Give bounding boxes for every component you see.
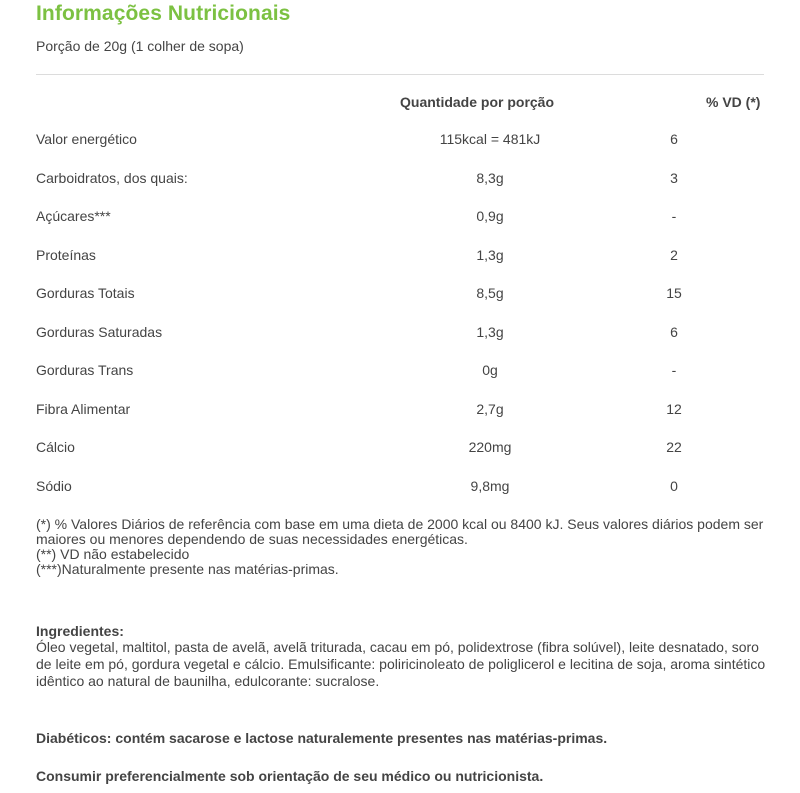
page-title: Informações Nutricionais [36, 2, 291, 25]
portion-size: Porção de 20g (1 colher de sopa) [36, 38, 244, 54]
table-row [0, 352, 800, 391]
nutrient-vd: 3 [670, 169, 678, 186]
nutrient-name: Valor energético [36, 131, 137, 147]
table-row [0, 391, 800, 430]
nutrient-quantity: 0,9g [476, 208, 504, 224]
nutrient-vd: 12 [666, 400, 682, 417]
nutrient-vd: - [671, 208, 677, 224]
nutrient-vd: 15 [666, 285, 682, 301]
diabetics-warning: Diabéticos: contém sacarose e lactose naturalemente presentes nas matérias-primas. [36, 730, 608, 746]
nutrient-name: Fibra Alimentar [36, 400, 131, 417]
nutrient-vd: 6 [670, 131, 678, 147]
footnote-vd-not-established: (**) VD não estabelecido [36, 546, 190, 562]
nutrient-vd: 6 [670, 323, 678, 340]
ingredients-heading: Ingredientes: [36, 623, 124, 639]
nutrient-name: Sódio [36, 477, 72, 494]
nutrient-quantity: 9,8mg [470, 477, 510, 494]
nutrient-name: Cálcio [36, 439, 75, 455]
footnotes [36, 517, 766, 577]
nutrient-quantity: 8,3g [476, 169, 504, 186]
column-header-vd: % VD (*) [706, 94, 761, 110]
nutrient-name: Carboidratos, dos quais: [36, 169, 188, 186]
nutrient-vd: 0 [670, 477, 678, 494]
nutrient-quantity: 220mg [468, 439, 512, 455]
table-row [0, 160, 800, 199]
nutrient-name: Gorduras Trans [36, 362, 134, 378]
nutrient-quantity: 8,5g [476, 285, 504, 301]
nutrient-quantity: 2,7g [476, 400, 504, 417]
nutrient-quantity: 1,3g [476, 246, 504, 263]
table-row [0, 275, 800, 314]
table-row [0, 468, 800, 507]
ingredients-section [36, 624, 766, 690]
nutrient-name: Gorduras Totais [36, 285, 135, 301]
table-row [0, 198, 800, 237]
nutrient-quantity: 0g [482, 362, 498, 378]
nutrient-vd: - [671, 362, 677, 378]
nutrient-quantity: 1,3g [476, 323, 504, 340]
footnote-vd-reference: (*) % Valores Diários de referência com base em uma dieta de 2000 kcal ou 8400 kJ. Seus valores diários podem ser maiores ou menores dependendo de suas necessidades energéticas. [36, 516, 764, 547]
nutrient-quantity: 115kcal = 481kJ [439, 131, 541, 147]
nutrient-name: Gorduras Saturadas [36, 323, 163, 340]
table-row [0, 314, 800, 353]
table-row [0, 429, 800, 468]
nutrient-name: Açúcares*** [36, 208, 111, 224]
consumption-advice: Consumir preferencialmente sob orientação de seu médico ou nutricionista. [36, 768, 544, 784]
divider [36, 74, 764, 75]
ingredients-text: Óleo vegetal, maltitol, pasta de avelã, avelã triturada, cacau em pó, polidextrose (fibra solúvel), leite desnatado, soro de leite em pó, gordura vegetal e cálcio. Emulsificante: poliricinoleato de poliglicerol e lecitina de soja, aroma sintético idêntico ao natural de baunilha, edulcorante: sucralose. [36, 639, 766, 689]
nutrient-vd: 22 [666, 439, 682, 455]
nutrient-name: Proteínas [36, 246, 96, 263]
table-row [0, 237, 800, 276]
column-header-quantity: Quantidade por porção [400, 94, 555, 110]
footnote-naturally-present: (***)Naturalmente presente nas matérias-primas. [36, 561, 339, 577]
nutrient-vd: 2 [670, 246, 678, 263]
nutrition-table [0, 121, 800, 506]
table-row [0, 121, 800, 160]
